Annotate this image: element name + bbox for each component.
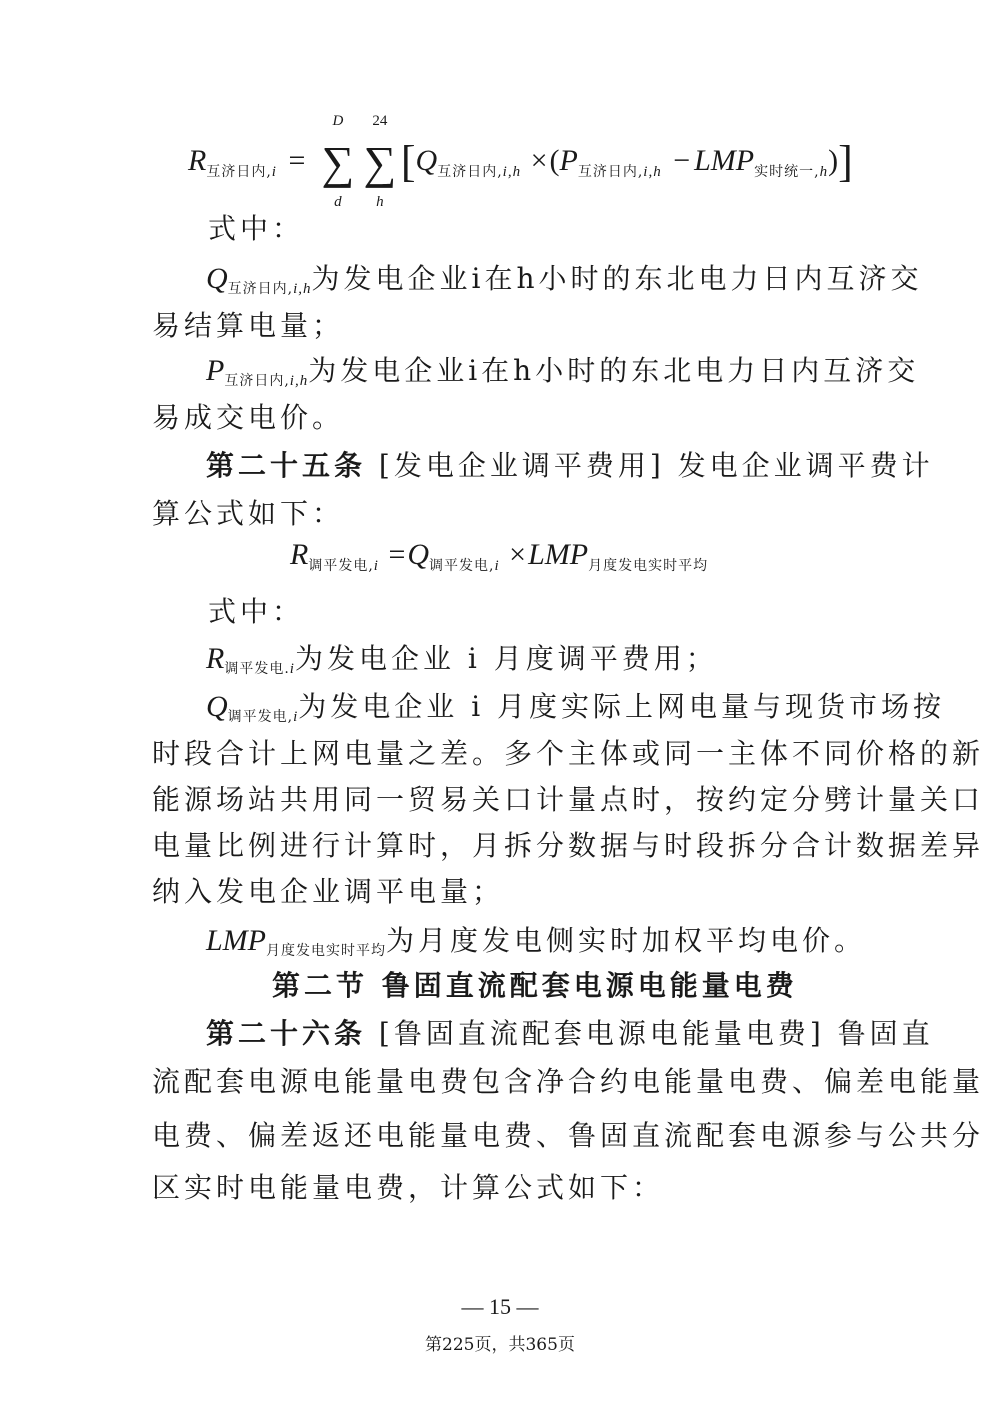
formula-balancing-fee: $R_{调平发电,i} =Q_{调平发电,i} \times LMP_{月度发电实时平均}$ bbox=[290, 538, 709, 574]
page-info: 第225页，共365页 bbox=[425, 1335, 575, 1355]
sum-outer: D ∑ d bbox=[321, 113, 355, 210]
shizhong-label-2: 式中： bbox=[208, 595, 305, 628]
article-25-line1: 第二十五条 [发电企业调平费用] 发电企业调平费计 bbox=[206, 449, 934, 482]
q-definition-line1: $Q_{互济日内,i,h}$为发电企业i在h小时的东北电力日内互济交 bbox=[206, 262, 923, 297]
shizhong-label-1: 式中： bbox=[208, 212, 305, 245]
q-definition-line2: 易结算电量； bbox=[152, 309, 345, 342]
p-definition-line2: 易成交电价。 bbox=[152, 401, 345, 434]
article-25-line2: 算公式如下： bbox=[152, 497, 345, 530]
article-26-line1: 第二十六条 [鲁固直流配套电源电能量电费] 鲁固直 bbox=[206, 1017, 934, 1050]
article-26-line4: 区实时电能量电费，计算公式如下： bbox=[152, 1171, 665, 1204]
lmp-definition: $LMP_{月度发电实时平均}$为月度发电侧实时加权平均电价。 bbox=[206, 924, 867, 959]
q-balancing-definition-line4: 电量比例进行计算时，月拆分数据与时段拆分合计数据差异 bbox=[152, 829, 985, 862]
r-balancing-definition: $R_{调平发电.i}$为发电企业 i 月度调平费用； bbox=[206, 642, 718, 677]
sum-inner: 24 ∑ h bbox=[363, 113, 397, 210]
article-26-line3: 电费、偏差返还电能量电费、鲁固直流配套电源参与公共分 bbox=[152, 1119, 985, 1152]
q-balancing-definition-line5: 纳入发电企业调平电量； bbox=[152, 875, 505, 908]
q-balancing-definition-line1: $Q_{调平发电,i}$为发电企业 i 月度实际上网电量与现货市场按 bbox=[206, 690, 946, 725]
q-balancing-definition-line3: 能源场站共用同一贸易关口计量点时，按约定分劈计量关口 bbox=[152, 783, 985, 816]
section-2-title: 第二节 鲁固直流配套电源电能量电费 bbox=[272, 969, 798, 1002]
page-number: — 15 — bbox=[461, 1294, 539, 1319]
p-definition-line1: $P_{互济日内,i,h}$为发电企业i在h小时的东北电力日内互济交 bbox=[206, 354, 920, 389]
q-balancing-definition-line2: 时段合计上网电量之差。多个主体或同一主体不同价格的新 bbox=[152, 737, 985, 770]
formula-intraday-mutual-aid: $R_{互济日内,i}$ = D ∑ d 24 ∑ h $[Q_{互济日内,i,h} \times(P_{互济日内,i,h} - LMP_{实时统一,h})]$ bbox=[188, 113, 853, 210]
article-26-line2: 流配套电源电能量电费包含净合约电能量电费、偏差电能量 bbox=[152, 1065, 985, 1098]
